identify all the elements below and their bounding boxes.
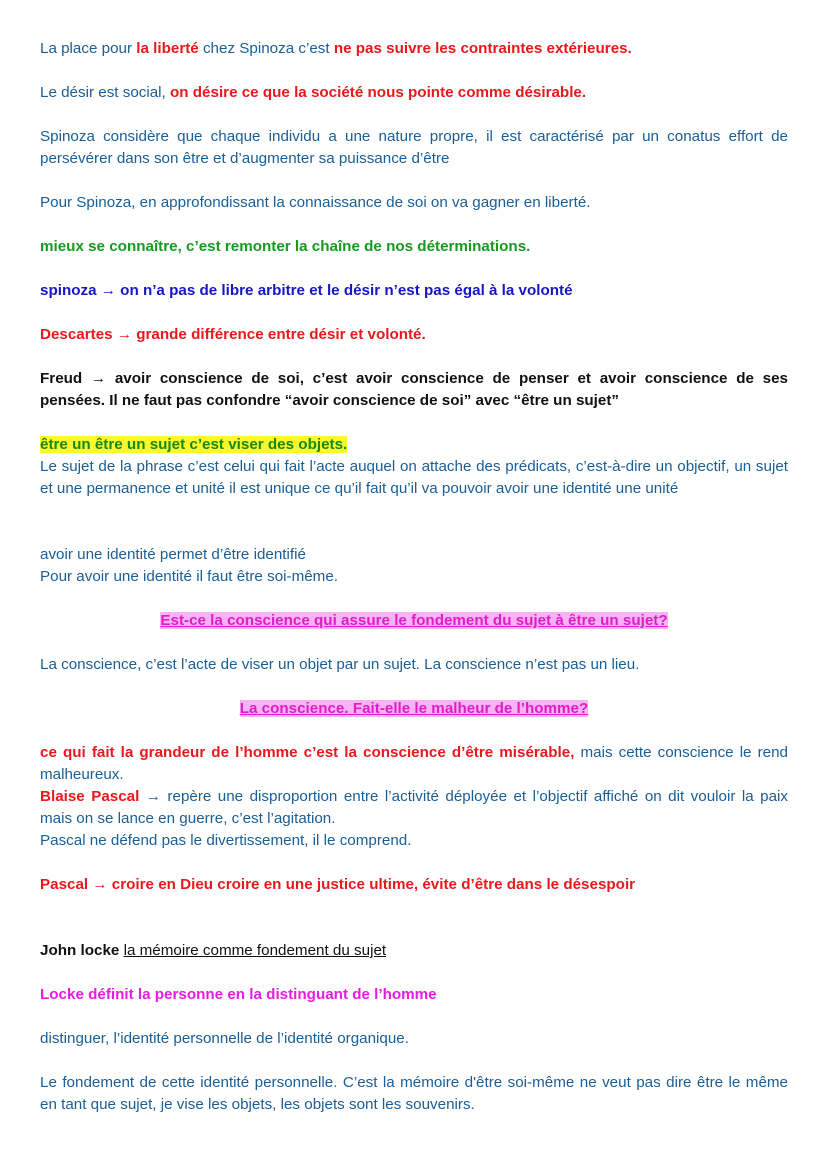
paragraph-locke-personne: Locke définit la personne en la distinguant de l’homme [40,986,437,1003]
paragraph-identite-organique: distinguer, l’identité personnelle de l’identité organique. [40,1030,409,1047]
paragraph-connaissance-de-soi: Pour Spinoza, en approfondissant la connaissance de soi on va gagner en liberté. [40,194,591,211]
paragraph-descartes: Descartes → grande différence entre désir et volonté. [40,326,426,343]
author-name: John locke [40,942,120,959]
emphasis-liberte: la liberté [136,40,199,57]
paragraph-desir-social [40,82,788,104]
text-line: avoir une identité permet d’être identifié [40,546,306,563]
emphasis-blaise-pascal: Blaise Pascal [40,788,140,805]
emphasis-desirable: on désire ce que la société nous pointe comme désirable. [170,84,587,101]
paragraph-libre-arbitre: spinoza → on n’a pas de libre arbitre et le désir n’est pas égal à la volonté [40,282,573,299]
text-run: Le sujet de la phrase c’est celui qui fait l’acte auquel on attache des prédicats, c’est-à-dire un objectif, un sujet et une permanence et unité il est unique ce qu’il fait qu’il va pouvoir avoir une identité une unité [40,458,788,497]
paragraph-identite [40,544,788,588]
text-run: → repère une disproportion entre l’activité déployée et l’objectif affiché on dit vouloir la paix mais on se lance en guerre, c’est l’agitation. [40,788,788,827]
text-line: Pascal ne défend pas le divertissement, il le comprend. [40,832,412,849]
paragraph-john-locke [40,940,788,962]
paragraph-freud: Freud → avoir conscience de soi, c’est avoir conscience de penser et avoir conscience de ses pensées. Il ne faut pas confondre “avoir conscience de soi” avec “être un sujet” [40,370,788,409]
paragraph-sujet [40,434,788,500]
text-run: mais cette conscience le rend malheureux. [40,744,788,783]
paragraph-conatus: Spinoza considère que chaque individu a une nature propre, il est caractérisé par un conatus effort de persévérer dans son être et d’augmenter sa puissance d’être [40,128,788,167]
heading-malheur-homme [40,698,788,720]
text-run: Le désir est social, [40,84,170,101]
text-run: chez Spinoza c’est [198,40,334,57]
heading-text: Est-ce la conscience qui assure le fondement du sujet à être un sujet? [160,612,668,629]
text-line: Pour avoir une identité il faut être soi-même. [40,568,338,585]
highlight-viser-objets: être un être un sujet c’est viser des objets. [40,436,348,453]
heading-conscience-fondement [40,610,788,632]
heading-text: La conscience. Fait-elle le malheur de l’homme? [239,700,589,717]
paragraph-memoire: Le fondement de cette identité personnelle. C’est la mémoire d'être soi-même ne veut pas dire être le même en tant que sujet, je vise les objets, les objets sont les souvenirs. [40,1074,788,1113]
paragraph-liberte [40,38,788,60]
text-run: La place pour [40,40,137,57]
paragraph-determinations: mieux se connaître, c’est remonter la chaîne de nos déterminations. [40,238,531,255]
emphasis-grandeur: ce qui fait la grandeur de l’homme c’est la conscience d’être misérable, [40,744,575,761]
emphasis-contraintes: ne pas suivre les contraintes extérieures. [333,40,632,57]
paragraph-pascal [40,742,788,852]
paragraph-acte-de-viser: La conscience, c’est l’acte de viser un objet par un sujet. La conscience n’est pas un lieu. [40,656,640,673]
underlined-topic: la mémoire comme fondement du sujet [123,942,387,959]
paragraph-pascal-dieu: Pascal → croire en Dieu croire en une justice ultime, évite d’être dans le désespoir [40,876,636,893]
